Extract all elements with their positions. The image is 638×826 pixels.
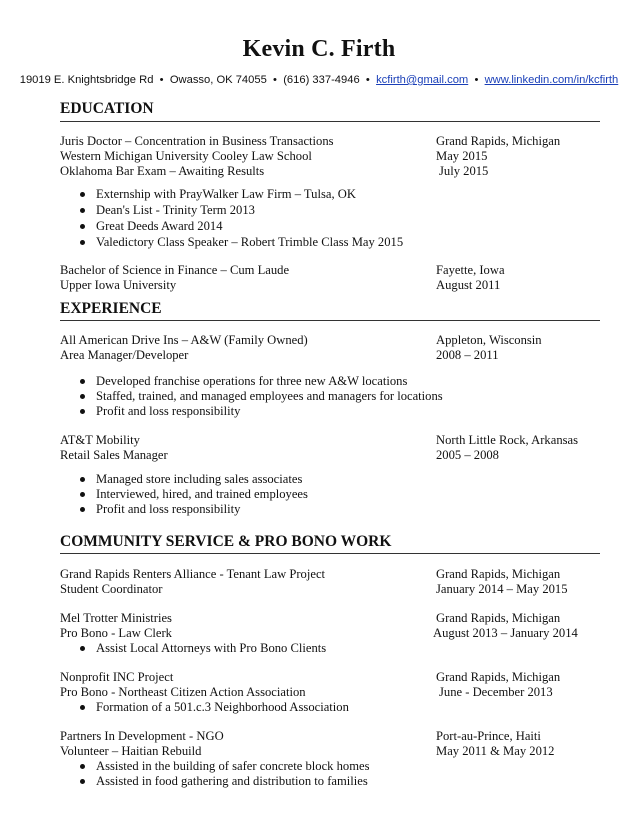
list-item: Assisted in food gathering and distribution to families	[80, 774, 368, 789]
service-role: Volunteer – Haitian Rebuild	[60, 744, 202, 758]
jd-degree: Juris Doctor – Concentration in Business Transactions	[60, 134, 334, 148]
list-item: Valedictory Class Speaker – Robert Trimble Class May 2015	[80, 235, 403, 250]
service-date: June - December 2013	[439, 685, 553, 699]
service-date: January 2014 – May 2015	[436, 582, 568, 596]
job-org: All American Drive Ins – A&W (Family Owned)	[60, 333, 308, 347]
resume-name: Kevin C. Firth	[242, 36, 396, 62]
bullet-icon	[80, 507, 85, 512]
list-item: Great Deeds Award 2014	[80, 219, 223, 234]
bullet-icon	[80, 409, 85, 414]
email-link[interactable]: kcfirth@gmail.com	[376, 74, 469, 86]
section-title-community: COMMUNITY SERVICE & PRO BONO WORK	[60, 533, 392, 550]
list-item: Dean's List - Trinity Term 2013	[80, 203, 255, 218]
bullet-icon	[80, 764, 85, 769]
bs-degree: Bachelor of Science in Finance – Cum Laude	[60, 263, 290, 277]
jd-school: Western Michigan University Cooley Law School	[60, 149, 312, 163]
list-item: Profit and loss responsibility	[80, 404, 240, 419]
list-item: Staffed, trained, and managed employees and managers for locations	[80, 389, 443, 404]
bs-school: Upper Iowa University	[60, 278, 177, 292]
job-location: Appleton, Wisconsin	[436, 333, 542, 347]
bullet-icon	[80, 224, 85, 229]
service-location: Grand Rapids, Michigan	[436, 567, 561, 581]
address: 19019 E. Knightsbridge Rd	[19, 74, 154, 86]
service-location: Grand Rapids, Michigan	[436, 611, 561, 625]
job-date: 2008 – 2011	[436, 348, 499, 362]
job-location: North Little Rock, Arkansas	[436, 433, 579, 447]
service-date: May 2011 & May 2012	[436, 744, 555, 758]
job-role: Retail Sales Manager	[60, 448, 168, 462]
service-location: Port-au-Prince, Haiti	[436, 729, 541, 743]
service-org: Grand Rapids Renters Alliance - Tenant Law Project	[60, 567, 326, 581]
bar-exam-date: July 2015	[439, 164, 489, 178]
bullet-icon	[80, 192, 85, 197]
bullet-icon	[80, 208, 85, 213]
job-org: AT&T Mobility	[60, 433, 140, 447]
linkedin-link[interactable]: www.linkedin.com/in/kcfirth	[484, 74, 619, 86]
section-divider	[60, 320, 600, 321]
list-item: Externship with PrayWalker Law Firm – Tulsa, OK	[80, 187, 356, 202]
list-item: Profit and loss responsibility	[80, 502, 240, 517]
section-divider	[60, 121, 600, 122]
bullet-icon	[80, 240, 85, 245]
separator-bullet: •	[362, 74, 373, 86]
list-item: Formation of a 501.c.3 Neighborhood Association	[80, 700, 349, 715]
bullet-icon	[80, 779, 85, 784]
section-title-education: EDUCATION	[60, 100, 154, 117]
jd-location: Grand Rapids, Michigan	[436, 134, 561, 148]
service-date: August 2013 – January 2014	[433, 626, 578, 640]
list-item: Interviewed, hired, and trained employees	[80, 487, 308, 502]
city: Owasso, OK 74055	[169, 74, 267, 86]
separator-bullet: •	[269, 74, 281, 86]
bullet-icon	[80, 477, 85, 482]
service-role: Student Coordinator	[60, 582, 163, 596]
section-title-experience: EXPERIENCE	[60, 300, 162, 317]
separator-bullet: •	[156, 74, 167, 86]
job-role: Area Manager/Developer	[60, 348, 189, 362]
contact-line	[0, 74, 638, 86]
service-role: Pro Bono - Law Clerk	[60, 626, 172, 640]
job-date: 2005 – 2008	[436, 448, 499, 462]
bullet-icon	[80, 394, 85, 399]
list-item: Managed store including sales associates	[80, 472, 302, 487]
bullet-icon	[80, 705, 85, 710]
section-divider	[60, 553, 600, 554]
service-org: Mel Trotter Ministries	[60, 611, 172, 625]
service-role: Pro Bono - Northeast Citizen Action Association	[60, 685, 306, 699]
phone: (616) 337-4946	[283, 74, 360, 86]
bs-location: Fayette, Iowa	[436, 263, 505, 277]
list-item: Developed franchise operations for three new A&W locations	[80, 374, 407, 389]
bar-exam: Oklahoma Bar Exam – Awaiting Results	[60, 164, 265, 178]
service-org: Nonprofit INC Project	[60, 670, 174, 684]
service-location: Grand Rapids, Michigan	[436, 670, 561, 684]
bullet-icon	[80, 492, 85, 497]
bs-date: August 2011	[436, 278, 501, 292]
jd-date: May 2015	[436, 149, 488, 163]
list-item: Assist Local Attorneys with Pro Bono Clients	[80, 641, 326, 656]
bullet-icon	[80, 379, 85, 384]
service-org: Partners In Development - NGO	[60, 729, 224, 743]
separator-bullet: •	[471, 74, 482, 86]
bullet-icon	[80, 646, 85, 651]
list-item: Assisted in the building of safer concrete block homes	[80, 759, 370, 774]
